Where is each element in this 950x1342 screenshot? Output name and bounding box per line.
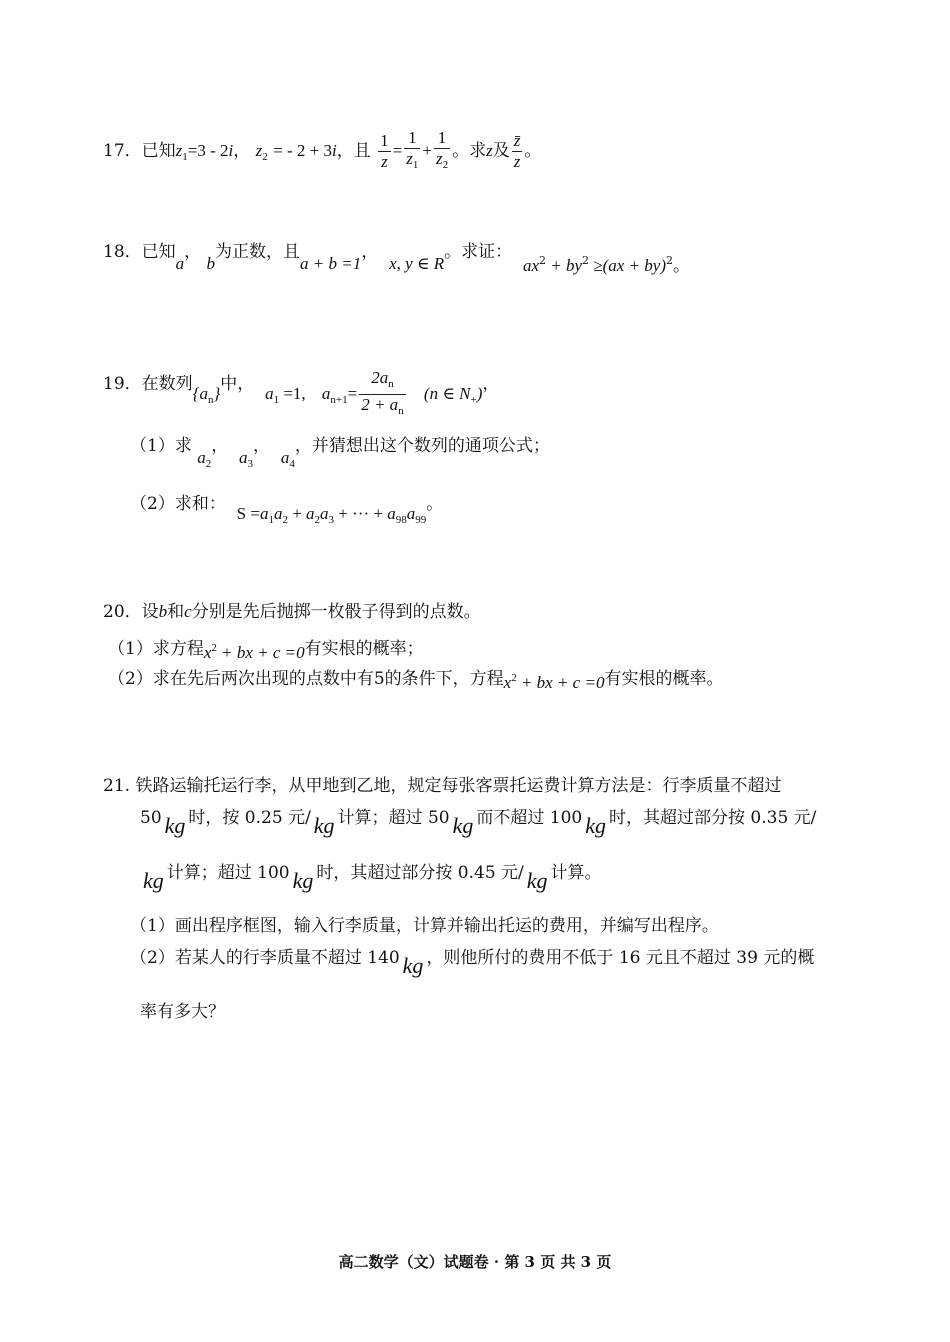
q18-number: 18．: [103, 242, 142, 262]
q21-part-2: （2）若某人的行李质量不超过 140 kg ，则他所付的费用不低于 16 元且不超过 39 元的概: [130, 948, 815, 978]
recurrence-fraction: $\frac{2a_n}{2 + a_n}$: [361, 368, 404, 417]
q21-part-2-continued: 率有多大？: [140, 1002, 225, 1022]
q19-number: 19．: [103, 374, 142, 394]
q17-number: 17．: [103, 141, 142, 161]
q21-line-3: kg 计算；超过 100 kg 时，其超过部分按 0.45 元/ kg 计算。: [143, 863, 602, 893]
question-19: 19．在数列$\{a_n\}$中， $a_1 =1$, $a_{n+1}=$ $\frac{2a_n}{2 + a_n}$ (n ∈ $N_+$)，: [103, 358, 499, 411]
q19-part-2: （2）求和： $S =a_1a_2 + a_2a_3$ + ··· + $a_{98}a_{99}$。: [130, 494, 444, 526]
question-17: 17．已知$z_1=3 - 2i$， $z_2$ = - 2 + 3i，且 $\frac{1}{z}$ = $\frac{1}{z_1}$ + $\frac{1}{z_2}$ 。求z及 $\frac{z̄}{z}$ 。: [103, 128, 541, 168]
q20-part-1: （1）求方程$x^2$ + bx + c =0有实根的概率；: [108, 639, 424, 662]
question-21: 21. 铁路运输托运行李，从甲地到乙地，规定每张客票托运费计算方法是：行李质量不超过: [103, 776, 782, 796]
q20-number: 20．: [103, 602, 142, 622]
q20-part-2: （2）求在先后两次出现的点数中有5的条件下，方程$x^2$ + bx + c =0有实根的概率。: [108, 669, 724, 692]
fraction-1-over-z: $\frac{1}{z}$: [380, 131, 389, 171]
question-18: 18．已知a， b为正数，且a + b =1， x, y ∈ R。求证： $ax^2 + by^2 \ge(ax + by)^2$。: [103, 242, 690, 276]
page-footer: 高二数学（文）试题卷 · 第 3 页 共 3 页: [338, 1253, 612, 1271]
fraction-zbar-over-z: $\frac{z̄}{z}$: [513, 131, 521, 171]
q21-number: 21.: [103, 776, 131, 796]
q21-part-1: （1）画出程序框图，输入行李质量，计算并输出托运的费用，并编写出程序。: [130, 916, 719, 936]
fraction-1-over-z2: $\frac{1}{z_2}$: [435, 128, 449, 171]
q19-part-1: （1）求 $a_2$， $a_3$， $a_4$，并猜想出这个数列的通项公式；: [130, 436, 550, 470]
fraction-1-over-z1: $\frac{1}{z_1}$: [406, 128, 419, 171]
q21-line-2: 50 kg 时，按 0.25 元/ kg 计算；超过 50 kg 而不超过 100 kg 时，其超过部分按 0.35 元/: [140, 808, 817, 838]
question-20: 20．设b和c分别是先后抛掷一枚骰子得到的点数。: [103, 602, 481, 622]
